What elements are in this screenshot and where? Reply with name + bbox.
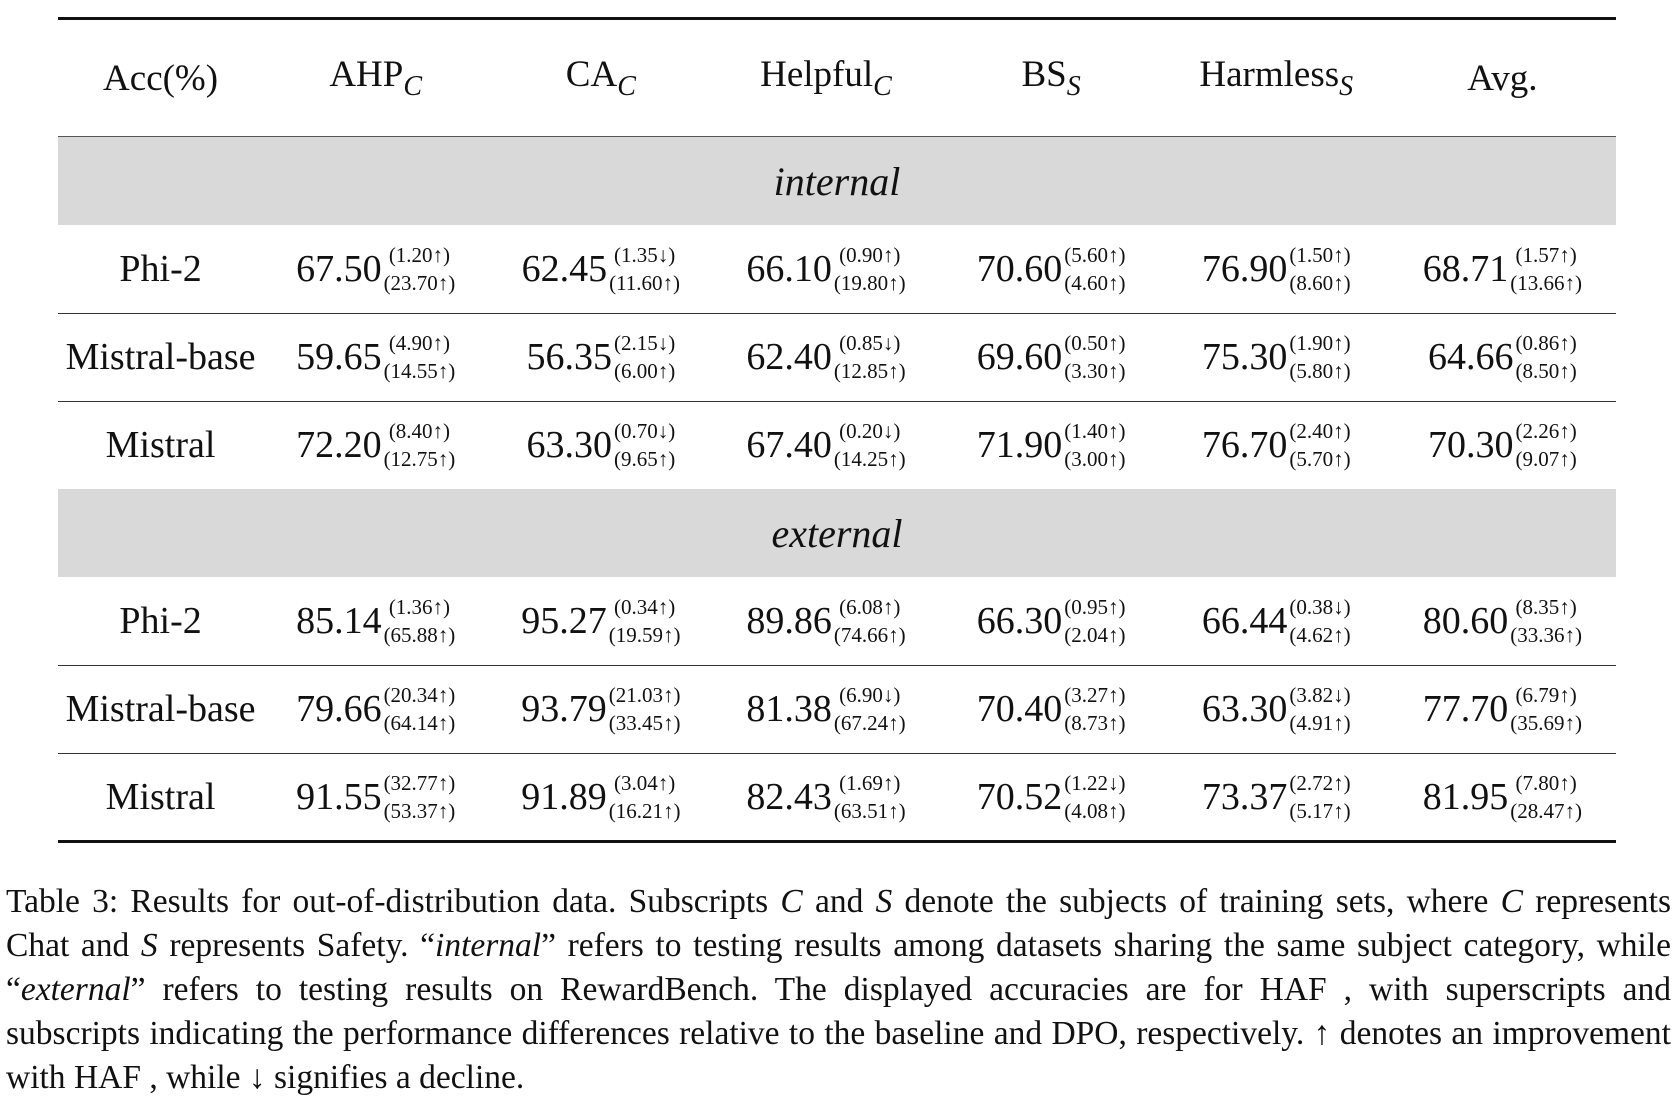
dpo-diff: (53.37↑)	[383, 798, 456, 823]
cell-content	[746, 593, 905, 649]
method-name-h: H	[73, 1059, 99, 1096]
model-name: Mistral	[58, 401, 263, 489]
difference-stack	[384, 417, 456, 473]
difference-stack	[1064, 241, 1125, 297]
cell-content	[1423, 241, 1582, 297]
dpo-diff: (5.17↑)	[1289, 798, 1351, 823]
results-table	[58, 17, 1616, 843]
accuracy-value: 93.79	[521, 688, 607, 730]
difference-stack	[834, 681, 906, 737]
dpo-diff: (13.66↑)	[1510, 270, 1583, 295]
accuracy-value: 73.37	[1201, 775, 1288, 818]
cell-content	[1423, 593, 1582, 649]
difference-stack	[384, 241, 456, 297]
cell-content	[746, 241, 905, 297]
difference-stack	[609, 593, 681, 649]
accuracy-value: 82.43	[746, 775, 832, 818]
method-name	[1260, 971, 1327, 1008]
baseline-diff: (0.34↑)	[613, 594, 676, 619]
dpo-diff: (3.00↑)	[1064, 447, 1126, 472]
table-cell	[263, 225, 488, 313]
cell-content	[296, 593, 455, 649]
accuracy-value: 56.35	[526, 336, 612, 378]
accuracy-value: 64.66	[1428, 336, 1514, 378]
cell-content	[746, 329, 905, 385]
dpo-diff: (8.73↑)	[1064, 711, 1126, 735]
section-title: external	[58, 489, 1616, 577]
table-cell	[488, 665, 713, 753]
section-title: internal	[58, 137, 1616, 226]
baseline-diff: (21.03↑)	[608, 683, 681, 707]
cell-content	[1202, 417, 1351, 473]
cell-content	[746, 769, 905, 825]
dpo-diff: (28.47↑)	[1510, 798, 1583, 823]
baseline-diff: (0.95↑)	[1064, 594, 1126, 619]
difference-stack	[1289, 417, 1350, 473]
dpo-diff: (4.91↑)	[1289, 711, 1351, 735]
accuracy-value: 67.50	[296, 247, 382, 290]
baseline-diff: (0.70↓)	[613, 419, 676, 444]
dpo-diff: (5.70↑)	[1289, 447, 1351, 472]
dpo-diff: (65.88↑)	[383, 622, 456, 647]
baseline-diff: (8.40↑)	[388, 419, 451, 444]
table-cell	[488, 753, 713, 841]
accuracy-value: 79.66	[296, 688, 382, 730]
table-cell	[939, 753, 1164, 841]
cell-content	[521, 593, 680, 649]
cell-content	[296, 681, 455, 737]
baseline-diff: (20.34↑)	[383, 683, 456, 707]
table-cell	[488, 401, 713, 489]
table-cell	[1389, 313, 1616, 401]
caption-text: Results for out-of-distribution data. Subscripts	[130, 883, 769, 920]
cell-content	[1423, 769, 1582, 825]
baseline-diff: (1.90↑)	[1289, 331, 1351, 355]
cell-content	[977, 329, 1126, 385]
cell-content	[1202, 329, 1351, 385]
difference-stack	[834, 329, 906, 385]
table-cell	[713, 577, 938, 665]
baseline-diff: (1.35↓)	[613, 242, 676, 267]
cell-content	[977, 593, 1126, 649]
table-cell	[488, 225, 713, 313]
accuracy-value: 70.30	[1428, 424, 1514, 467]
cell-content	[1202, 681, 1351, 737]
model-name: Mistral-base	[58, 313, 263, 401]
model-name: Phi-2	[119, 599, 202, 642]
column-header	[713, 19, 938, 137]
accuracy-value: 66.30	[976, 599, 1063, 642]
method-name	[74, 1059, 141, 1096]
accuracy-value: 62.45	[521, 247, 608, 290]
cell-content	[977, 417, 1126, 473]
cell-content	[526, 417, 675, 473]
difference-stack	[609, 681, 681, 737]
difference-stack	[1289, 329, 1350, 385]
baseline-diff: (1.36↑)	[388, 594, 451, 619]
caption-var: C	[780, 883, 803, 920]
dpo-diff: (19.80↑)	[833, 270, 906, 295]
dpo-diff: (19.59↑)	[608, 622, 681, 647]
baseline-diff: (1.40↑)	[1064, 419, 1126, 444]
table-row	[58, 665, 1616, 753]
table-cell	[939, 665, 1164, 753]
accuracy-value: 91.55	[296, 775, 382, 818]
caption-text: ” refers to testing results among datasets sharing the same subject category, while “	[6, 927, 1672, 1008]
accuracy-value: 68.71	[1422, 247, 1509, 290]
accuracy-value: 85.14	[296, 599, 382, 642]
cell-content	[1202, 241, 1351, 297]
accuracy-value: 71.90	[976, 424, 1063, 467]
table-row	[58, 753, 1616, 841]
accuracy-value: 70.40	[976, 688, 1063, 730]
accuracy-value: 70.60	[976, 247, 1063, 290]
accuracy-value: 62.40	[746, 336, 832, 378]
baseline-diff: (6.90↓)	[839, 683, 901, 707]
cell-content	[977, 681, 1126, 737]
column-header-subscript: S	[1339, 71, 1354, 102]
baseline-diff: (0.50↑)	[1064, 331, 1126, 355]
dpo-diff: (35.69↑)	[1510, 711, 1583, 735]
table-row	[58, 225, 1616, 313]
model-name: Phi-2	[119, 247, 202, 290]
table-cell	[713, 753, 938, 841]
difference-stack	[1289, 769, 1350, 825]
dpo-diff: (6.00↑)	[613, 359, 676, 383]
dpo-diff: (4.08↑)	[1064, 798, 1126, 823]
accuracy-value: 80.60	[1422, 599, 1509, 642]
difference-stack	[834, 593, 906, 649]
caption-label: Table 3:	[6, 883, 119, 920]
section-header-row	[58, 489, 1616, 577]
cell-content	[522, 241, 680, 297]
difference-stack	[614, 329, 675, 385]
table-cell	[713, 313, 938, 401]
model-name: Mistral	[58, 753, 263, 841]
table-cell	[263, 401, 488, 489]
method-name-h: H	[1259, 971, 1284, 1008]
cell-content	[1428, 329, 1577, 385]
dpo-diff: (16.21↑)	[608, 798, 681, 823]
cell-content	[526, 329, 675, 385]
cell-content	[977, 241, 1126, 297]
baseline-diff: (2.26↑)	[1515, 419, 1577, 444]
table-cell	[1389, 577, 1616, 665]
caption-var: C	[1500, 883, 1523, 920]
dpo-diff: (8.60↑)	[1289, 270, 1351, 295]
cell-content	[296, 769, 455, 825]
cell-content	[1423, 681, 1582, 737]
difference-stack	[1289, 593, 1350, 649]
difference-stack	[1510, 769, 1582, 825]
accuracy-value: 75.30	[1201, 336, 1288, 378]
table-caption	[6, 880, 1671, 1100]
cell-content	[1428, 417, 1577, 473]
accuracy-value: 76.70	[1201, 424, 1288, 467]
table-cell	[1389, 753, 1616, 841]
baseline-diff: (32.77↑)	[383, 770, 456, 795]
column-header-name: Avg.	[1467, 57, 1538, 99]
column-header	[1164, 19, 1389, 137]
accuracy-value: 95.27	[521, 599, 607, 642]
column-header-name: Helpful	[760, 54, 874, 95]
baseline-diff: (0.38↓)	[1289, 594, 1351, 619]
baseline-diff: (3.27↑)	[1064, 683, 1126, 707]
table-cell	[263, 577, 488, 665]
accuracy-value: 67.40	[746, 424, 832, 467]
accuracy-value: 81.95	[1422, 775, 1509, 818]
difference-stack	[1510, 593, 1582, 649]
table-cell	[713, 225, 938, 313]
table-body	[58, 137, 1616, 490]
accuracy-value: 81.38	[746, 688, 832, 730]
cell-content	[746, 417, 905, 473]
difference-stack	[1516, 417, 1577, 473]
column-header-name: BS	[1021, 54, 1067, 95]
dpo-diff: (63.51↑)	[833, 798, 906, 823]
caption-var: S	[140, 927, 158, 964]
header-row	[58, 19, 1616, 137]
difference-stack	[834, 241, 906, 297]
column-header	[939, 19, 1164, 137]
dpo-diff: (33.45↑)	[608, 711, 681, 735]
difference-stack	[1064, 681, 1125, 737]
table-cell	[1164, 225, 1389, 313]
table-cell	[939, 401, 1164, 489]
accuracy-value: 63.30	[1201, 688, 1288, 730]
dpo-diff: (8.50↑)	[1515, 359, 1577, 383]
column-header-name: AHP	[329, 54, 404, 95]
table-cell	[263, 753, 488, 841]
accuracy-value: 69.60	[976, 336, 1063, 378]
dpo-diff: (33.36↑)	[1510, 622, 1583, 647]
baseline-diff: (1.57↑)	[1515, 242, 1577, 267]
dpo-diff: (67.24↑)	[833, 711, 906, 735]
caption-text: and	[814, 883, 864, 920]
baseline-diff: (2.72↑)	[1289, 770, 1351, 795]
column-header	[263, 19, 488, 137]
caption-text: represents Safety. “	[169, 927, 436, 964]
difference-stack	[1516, 329, 1577, 385]
table-row	[58, 313, 1616, 401]
difference-stack	[834, 417, 906, 473]
caption-var: S	[875, 883, 893, 920]
baseline-diff: (6.08↑)	[839, 594, 901, 619]
column-header-subscript: C	[617, 71, 636, 102]
table-cell	[263, 665, 488, 753]
table-cell	[939, 225, 1164, 313]
accuracy-value: 66.44	[1201, 599, 1288, 642]
difference-stack	[609, 241, 680, 297]
dpo-diff: (23.70↑)	[383, 270, 456, 295]
table-body	[58, 489, 1616, 841]
caption-text: , with superscripts and subscripts indicating the performance differences relative to the baseline and DPO, respectively. ↑ denotes an improvement with	[6, 971, 1672, 1096]
difference-stack	[1064, 769, 1125, 825]
baseline-diff: (0.85↓)	[839, 331, 901, 355]
table-cell	[1164, 401, 1389, 489]
accuracy-value: 89.86	[746, 599, 832, 642]
accuracy-value: 70.52	[976, 775, 1063, 818]
table-row	[58, 401, 1616, 489]
cell-content	[296, 241, 455, 297]
cell-content	[521, 769, 680, 825]
column-header-subscript: C	[873, 71, 892, 102]
cell-content	[296, 417, 455, 473]
model-name: Mistral-base	[58, 665, 263, 753]
table-cell	[1164, 577, 1389, 665]
baseline-diff: (7.80↑)	[1515, 770, 1577, 795]
table-cell	[488, 577, 713, 665]
table-cell	[1389, 401, 1616, 489]
table-cell	[1389, 665, 1616, 753]
table-cell	[488, 313, 713, 401]
dpo-diff: (2.04↑)	[1064, 622, 1126, 647]
difference-stack	[384, 593, 456, 649]
caption-text: ” refers to testing results on RewardBench. The displayed accuracies are for	[130, 971, 1243, 1008]
table-row	[58, 577, 1616, 665]
caption-text: represents Chat and	[6, 883, 1671, 964]
section-header-row	[58, 137, 1616, 226]
difference-stack	[834, 769, 906, 825]
caption-text: , while ↓ signifies a decline.	[149, 1059, 525, 1096]
column-header	[488, 19, 713, 137]
baseline-diff: (0.20↓)	[839, 419, 901, 444]
difference-stack	[614, 417, 675, 473]
baseline-diff: (1.20↑)	[388, 242, 451, 267]
table-cell	[1164, 665, 1389, 753]
dpo-diff: (14.25↑)	[833, 447, 906, 472]
dpo-diff: (74.66↑)	[833, 622, 906, 647]
dpo-diff: (11.60↑)	[609, 270, 681, 295]
difference-stack	[1289, 681, 1350, 737]
dpo-diff: (3.30↑)	[1064, 359, 1126, 383]
method-name-rest: AF	[1283, 971, 1327, 1008]
baseline-diff: (3.04↑)	[613, 770, 676, 795]
corner-header: Acc(%)	[103, 57, 219, 99]
difference-stack	[384, 681, 456, 737]
dpo-diff: (9.65↑)	[613, 447, 676, 472]
table-cell	[1389, 225, 1616, 313]
column-header-name: CA	[565, 54, 618, 95]
accuracy-value: 77.70	[1422, 688, 1509, 730]
table-cell	[263, 313, 488, 401]
baseline-diff: (1.50↑)	[1289, 242, 1351, 267]
dpo-diff: (12.85↑)	[833, 359, 906, 383]
difference-stack	[1064, 593, 1125, 649]
cell-content	[977, 769, 1126, 825]
table-cell	[939, 577, 1164, 665]
cell-content	[521, 681, 680, 737]
cell-content	[1202, 593, 1351, 649]
difference-stack	[609, 769, 681, 825]
accuracy-value: 66.10	[746, 247, 832, 290]
cell-content	[1202, 769, 1351, 825]
accuracy-value: 91.89	[521, 775, 607, 818]
difference-stack	[384, 769, 456, 825]
difference-stack	[384, 329, 456, 385]
table-cell	[713, 665, 938, 753]
baseline-diff: (0.86↑)	[1515, 331, 1577, 355]
caption-term: external	[20, 971, 131, 1008]
baseline-diff: (6.79↑)	[1515, 683, 1577, 707]
table-cell	[713, 401, 938, 489]
method-name-rest: AF	[98, 1059, 141, 1096]
accuracy-value: 72.20	[296, 424, 382, 467]
dpo-diff: (4.62↑)	[1289, 622, 1351, 647]
baseline-diff: (5.60↑)	[1064, 242, 1126, 267]
difference-stack	[1064, 329, 1125, 385]
caption-text: denote the subjects of training sets, where	[904, 883, 1489, 920]
baseline-diff: (4.90↑)	[388, 331, 451, 355]
baseline-diff: (8.35↑)	[1515, 594, 1577, 619]
table-cell	[1164, 753, 1389, 841]
column-header-subscript: C	[403, 71, 423, 102]
table-cell	[1164, 313, 1389, 401]
column-header-name: Harmless	[1199, 54, 1340, 95]
dpo-diff: (9.07↑)	[1515, 447, 1577, 472]
cell-content	[296, 329, 455, 385]
difference-stack	[1510, 241, 1582, 297]
baseline-diff: (1.69↑)	[839, 770, 901, 795]
baseline-diff: (1.22↓)	[1064, 770, 1126, 795]
caption-term: internal	[435, 927, 542, 964]
difference-stack	[1510, 681, 1582, 737]
table-header	[58, 19, 1616, 137]
column-header-subscript: S	[1066, 71, 1081, 102]
baseline-diff: (3.82↓)	[1289, 683, 1351, 707]
baseline-diff: (0.90↑)	[839, 242, 901, 267]
dpo-diff: (12.75↑)	[383, 447, 456, 472]
column-header	[1389, 19, 1616, 137]
dpo-diff: (5.80↑)	[1289, 359, 1351, 383]
accuracy-value: 59.65	[296, 336, 382, 378]
dpo-diff: (4.60↑)	[1064, 270, 1126, 295]
accuracy-value: 76.90	[1201, 247, 1288, 290]
accuracy-value: 63.30	[526, 424, 612, 467]
baseline-diff: (2.40↑)	[1289, 419, 1351, 444]
cell-content	[746, 681, 905, 737]
difference-stack	[1289, 241, 1350, 297]
table-cell	[939, 313, 1164, 401]
dpo-diff: (64.14↑)	[383, 711, 456, 735]
dpo-diff: (14.55↑)	[383, 359, 456, 383]
baseline-diff: (2.15↓)	[613, 331, 676, 355]
difference-stack	[1064, 417, 1125, 473]
results-table-container	[58, 17, 1616, 843]
